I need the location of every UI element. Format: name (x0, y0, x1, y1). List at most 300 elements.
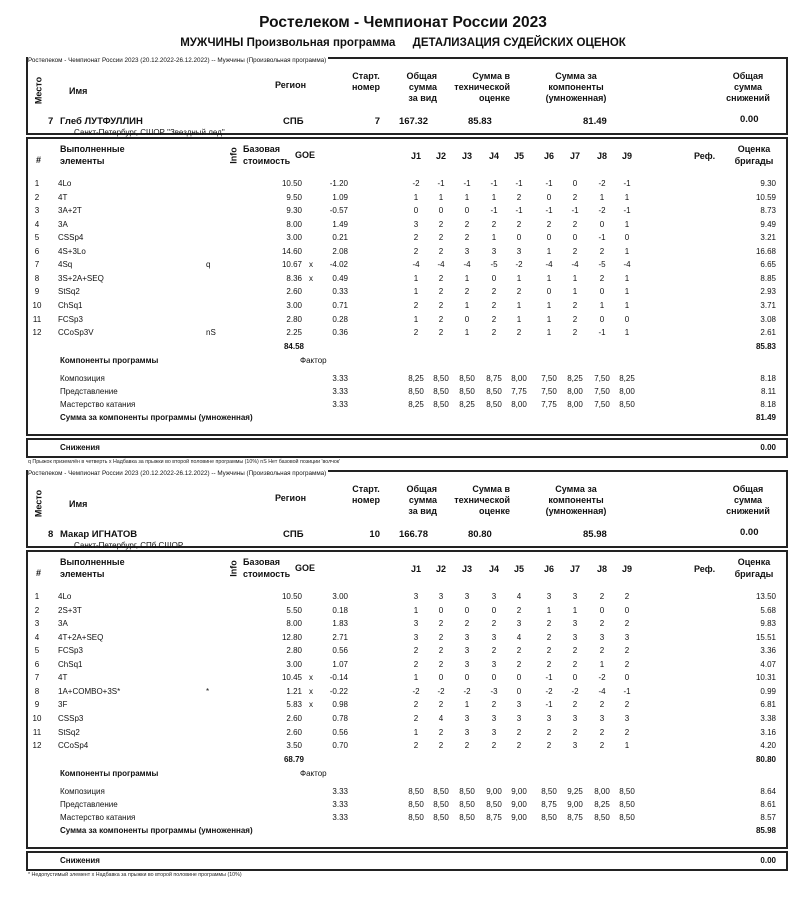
element-code: 3A+2T (58, 206, 82, 216)
elements-header-line1: Выполненные (60, 144, 125, 154)
judge-goe-j7: 0 (572, 233, 578, 243)
element-number: 4 (34, 219, 40, 229)
deductions-label: Снижения (60, 856, 100, 865)
judge-goe-j6: -1 (545, 179, 553, 188)
element-goe: 0.18 (332, 605, 348, 615)
judge-goe-j3: 3 (464, 713, 470, 723)
judge-goe-j2: 2 (438, 314, 444, 324)
judge-goe-j8: 2 (599, 646, 605, 656)
judge-goe-j9: 1 (624, 328, 630, 338)
judge-component-j5: 9,00 (511, 799, 527, 809)
element-goe: 1.07 (332, 659, 348, 669)
base-value-total: 84.58 (283, 341, 304, 351)
total-score-header-line1: Общая (406, 484, 437, 494)
judge-goe-j6: -1 (545, 673, 553, 683)
judge-component-j2: 8,50 (433, 799, 449, 809)
judge-goe-j8: 1 (599, 192, 605, 202)
skater-region: СПБ (283, 529, 304, 540)
deductions-box (26, 851, 788, 871)
judge-goe-j8: 2 (599, 741, 605, 751)
judge-goe-j4: 3 (491, 727, 497, 737)
judge-goe-j9: 2 (624, 727, 630, 737)
element-goe: 3.00 (332, 592, 348, 601)
element-goe: 0.21 (332, 233, 348, 243)
judge-goe-j6: 3 (546, 592, 552, 601)
element-bonus-marker: x (309, 273, 313, 283)
judge-goe-j8: -1 (598, 233, 606, 243)
element-panel-score: 3.08 (760, 314, 776, 324)
judge-goe-j6: 2 (546, 741, 552, 751)
judge-goe-j8: 3 (599, 632, 605, 642)
judge-goe-j8: 2 (599, 619, 605, 629)
judge-goe-j3: -4 (463, 260, 471, 270)
element-base-value: 2.60 (286, 727, 302, 737)
skater-start-number: 10 (369, 529, 380, 540)
judge-component-j9: 8,50 (619, 799, 635, 809)
element-goe: 1.09 (332, 192, 348, 202)
total-score-header-line2: сумма (408, 495, 437, 505)
judge-goe-j2: 2 (438, 287, 444, 297)
judge-goe-j9: -1 (623, 179, 631, 188)
judge-component-j1: 8,50 (408, 799, 424, 809)
judge-goe-j3: 2 (464, 619, 470, 629)
judge-goe-j3: 3 (464, 632, 470, 642)
element-row (28, 179, 786, 190)
tes-header-line2: технической (454, 495, 510, 505)
deductions-header-line1: Общая (732, 71, 764, 81)
panel-score-header-line2: бригады (734, 569, 774, 579)
element-row (28, 646, 786, 657)
judge-goe-j5: 2 (516, 727, 522, 737)
judge-header-j6: J6 (543, 151, 554, 161)
judge-goe-j5: 2 (516, 741, 522, 751)
judge-component-j7: 8,00 (567, 386, 583, 396)
page-subtitle (0, 37, 806, 49)
component-row (28, 387, 786, 398)
element-number: 5 (34, 233, 40, 243)
judge-component-j8: 8,00 (594, 786, 610, 796)
element-panel-score: 13.50 (755, 592, 776, 601)
judge-goe-j9: 1 (624, 192, 630, 202)
judge-goe-j9: 2 (624, 646, 630, 656)
judge-goe-j1: -2 (412, 686, 420, 696)
judge-goe-j8: -2 (598, 206, 606, 216)
judge-goe-j2: 2 (438, 273, 444, 283)
judge-goe-j5: 1 (516, 300, 522, 310)
element-row (28, 287, 786, 298)
judge-goe-j7: 3 (572, 619, 578, 629)
element-base-value: 2.60 (286, 287, 302, 297)
element-info: q (206, 260, 211, 270)
judge-goe-j7: 2 (572, 192, 578, 202)
judge-goe-j2: -1 (437, 179, 445, 188)
tes-total: 85.83 (755, 341, 776, 351)
judge-goe-j2: 3 (438, 592, 444, 601)
element-bonus-marker: x (309, 673, 313, 683)
element-base-value: 5.83 (286, 700, 302, 710)
judge-goe-j8: 0 (599, 314, 605, 324)
judge-goe-j7: 3 (572, 592, 578, 601)
judge-goe-j4: 0 (491, 273, 497, 283)
judge-goe-j4: 3 (491, 713, 497, 723)
judge-goe-j6: -1 (545, 700, 553, 710)
judge-goe-j7: 2 (572, 328, 578, 338)
judge-component-j4: 8,50 (486, 399, 502, 409)
judge-goe-j9: 0 (624, 314, 630, 324)
base-value-header-line1: Базовая (243, 144, 281, 154)
tes-header-line1: Сумма в (472, 71, 510, 81)
element-code: 4Lo (58, 592, 72, 601)
element-code: 3S+2A+SEQ (58, 273, 104, 283)
element-panel-score: 3.16 (760, 727, 776, 737)
element-code: CCoSp4 (58, 741, 89, 751)
skater-total-score: 166.78 (398, 529, 428, 540)
element-goe: -4.02 (329, 260, 348, 270)
judge-component-j4: 9,00 (486, 786, 502, 796)
judge-goe-j6: -4 (545, 260, 553, 270)
deductions-header-line2: сумма (733, 495, 763, 505)
tes-header-line3: оценке (479, 93, 510, 103)
judge-header-j1: J1 (410, 564, 421, 574)
element-panel-score: 3.71 (760, 300, 776, 310)
pcs-header-line3: (умноженная) (545, 506, 607, 516)
judge-component-j4: 8,50 (486, 799, 502, 809)
start-number-header-line1: Старт. (352, 484, 380, 494)
element-code: 3F (58, 700, 68, 710)
component-factor: 3.33 (332, 386, 348, 396)
element-code: CSSp4 (58, 233, 84, 243)
judge-goe-j5: 4 (516, 632, 522, 642)
element-base-value: 3.00 (286, 300, 302, 310)
judge-header-j6: J6 (543, 564, 554, 574)
judge-goe-j6: 1 (546, 273, 552, 283)
total-score-header-line1: Общая (406, 71, 437, 81)
judge-goe-j7: 3 (572, 713, 578, 723)
judge-goe-j2: 0 (438, 605, 444, 615)
element-goe: 2.71 (332, 632, 348, 642)
judge-component-j7: 8,75 (567, 812, 583, 822)
judge-goe-j1: 1 (413, 192, 419, 202)
referee-header: Реф. (694, 564, 716, 574)
judge-goe-j1: 1 (413, 273, 419, 283)
judge-goe-j1: -4 (412, 260, 420, 270)
judge-component-j2: 8,50 (433, 386, 449, 396)
judge-goe-j1: 1 (413, 314, 419, 324)
judge-goe-j2: 2 (438, 619, 444, 629)
judge-component-j5: 9,00 (511, 812, 527, 822)
judge-header-j8: J8 (596, 151, 607, 161)
factor-header: Фактор (300, 769, 327, 779)
judge-component-j3: 8,50 (459, 812, 475, 822)
judge-goe-j6: 2 (546, 632, 552, 642)
judge-header-j4: J4 (488, 151, 499, 161)
judge-component-j7: 8,00 (567, 399, 583, 409)
judge-component-j1: 8,25 (408, 373, 424, 383)
element-number: 9 (34, 287, 40, 297)
element-row (28, 315, 786, 326)
element-number: 3 (34, 619, 40, 629)
elements-num-header: # (36, 155, 42, 165)
judges-detail-box (26, 550, 788, 849)
element-row (28, 233, 786, 244)
judge-header-j8: J8 (596, 564, 607, 574)
deductions-label: Снижения (60, 443, 100, 452)
judge-goe-j1: 3 (413, 592, 419, 601)
judge-goe-j9: -1 (623, 686, 631, 696)
element-number: 9 (34, 700, 40, 710)
judge-goe-j5: 2 (516, 646, 522, 656)
judge-component-j8: 7,50 (594, 386, 610, 396)
judge-goe-j4: 2 (491, 741, 497, 751)
judge-goe-j8: -2 (598, 179, 606, 188)
base-value-header-line1: Базовая (243, 557, 281, 567)
component-row (28, 800, 786, 811)
component-row (28, 374, 786, 385)
skater-block (26, 470, 788, 878)
judge-goe-j1: 2 (413, 646, 419, 656)
judge-header-j9: J9 (621, 564, 632, 574)
referee-header: Реф. (694, 151, 716, 161)
judge-goe-j4: -1 (490, 206, 498, 216)
element-base-value: 14.60 (281, 246, 302, 256)
judge-goe-j5: 0 (516, 673, 522, 683)
element-base-value: 1.21 (286, 686, 302, 696)
element-bonus-marker: x (309, 700, 313, 710)
element-panel-score: 15.51 (755, 632, 776, 642)
judge-goe-j7: -2 (571, 686, 579, 696)
judge-goe-j2: 2 (438, 646, 444, 656)
skater-summary-box (26, 470, 788, 548)
tes-header-line1: Сумма в (472, 484, 510, 494)
tes-totals-row (28, 342, 786, 353)
total-score-header-line3: за вид (408, 506, 437, 516)
judge-goe-j3: 1 (464, 328, 470, 338)
element-row (28, 247, 786, 258)
judge-goe-j9: 1 (624, 219, 630, 229)
judge-goe-j6: 1 (546, 300, 552, 310)
judge-goe-j9: -1 (623, 206, 631, 216)
judge-goe-j5: 2 (516, 219, 522, 229)
competition-caption: Ростелеком - Чемпионат России 2023 (20.12.2022-26.12.2022) -- Мужчины (Произвольная программа) (28, 57, 327, 64)
element-row (28, 741, 786, 752)
judge-goe-j5: -1 (515, 179, 523, 188)
judge-component-j5: 8,00 (511, 399, 527, 409)
element-base-value: 9.30 (286, 206, 302, 216)
skater-place: 7 (48, 116, 54, 127)
judge-goe-j1: 2 (413, 713, 419, 723)
subtitle-report-type: ДЕТАЛИЗАЦИЯ СУДЕЙСКИХ ОЦЕНОК (412, 37, 626, 49)
element-panel-score: 9.83 (760, 619, 776, 629)
element-code: 4Lo (58, 179, 72, 188)
element-code: CSSp3 (58, 713, 84, 723)
deductions-header-line1: Общая (732, 484, 764, 494)
judge-goe-j3: 3 (464, 659, 470, 669)
element-info: * (206, 686, 210, 696)
judge-goe-j4: 0 (491, 673, 497, 683)
place-header: Место (33, 489, 44, 518)
element-code: 3A (58, 219, 68, 229)
judge-header-j4: J4 (488, 564, 499, 574)
element-number: 1 (34, 592, 40, 601)
element-panel-score: 10.31 (755, 673, 776, 683)
element-goe: 0.71 (332, 300, 348, 310)
judge-goe-j8: -1 (598, 328, 606, 338)
judge-component-j8: 7,50 (594, 399, 610, 409)
element-number: 6 (34, 246, 40, 256)
element-base-value: 2.25 (286, 328, 302, 338)
element-number: 2 (34, 605, 40, 615)
judge-component-j2: 8,50 (433, 399, 449, 409)
judge-goe-j1: 2 (413, 246, 419, 256)
element-code: ChSq1 (58, 300, 83, 310)
element-row (28, 673, 786, 684)
judge-component-j2: 8,50 (433, 373, 449, 383)
skater-deductions: 0.00 (740, 114, 759, 125)
judge-goe-j1: 1 (413, 727, 419, 737)
element-goe: 0.78 (332, 713, 348, 723)
judge-component-j6: 8,50 (541, 812, 557, 822)
judge-goe-j6: 2 (546, 727, 552, 737)
judge-goe-j5: 0 (516, 686, 522, 696)
element-number: 12 (32, 741, 42, 751)
components-header-row (28, 356, 786, 367)
judge-goe-j7: 2 (572, 727, 578, 737)
element-code: 1A+COMBO+3S* (58, 686, 121, 696)
judge-goe-j4: 3 (491, 632, 497, 642)
judge-goe-j5: 1 (516, 273, 522, 283)
judge-goe-j3: 2 (464, 741, 470, 751)
judge-goe-j3: 3 (464, 246, 470, 256)
judge-goe-j7: 2 (572, 219, 578, 229)
judge-goe-j2: 2 (438, 328, 444, 338)
judge-header-j7: J7 (569, 564, 580, 574)
judge-goe-j3: 0 (464, 605, 470, 615)
skater-summary-box (26, 57, 788, 135)
judge-goe-j8: -2 (598, 673, 606, 683)
judge-goe-j3: 1 (464, 700, 470, 710)
component-name: Представление (60, 386, 118, 396)
element-number: 7 (34, 673, 40, 683)
element-row (28, 206, 786, 217)
component-score: 8.61 (760, 799, 776, 809)
pcs-total-label: Сумма за компоненты программы (умноженная) (60, 825, 253, 835)
element-panel-score: 9.49 (760, 219, 776, 229)
element-panel-score: 2.61 (760, 328, 776, 338)
element-goe: 0.70 (332, 741, 348, 751)
judge-goe-j9: 2 (624, 619, 630, 629)
element-number: 3 (34, 206, 40, 216)
element-code: 4Sq (58, 260, 73, 270)
element-panel-score: 4.07 (760, 659, 776, 669)
skater-place: 8 (48, 529, 54, 540)
judge-goe-j1: 2 (413, 233, 419, 243)
judge-goe-j7: 1 (572, 605, 578, 615)
judge-component-j9: 8,50 (619, 786, 635, 796)
judge-goe-j4: -1 (490, 179, 498, 188)
start-number-header-line2: номер (352, 495, 380, 505)
judge-goe-j3: -1 (463, 179, 471, 188)
judge-header-j5: J5 (513, 151, 524, 161)
judge-goe-j4: 2 (491, 314, 497, 324)
judge-goe-j4: 1 (491, 192, 497, 202)
judge-goe-j3: 3 (464, 592, 470, 601)
component-name: Композиция (60, 373, 105, 383)
judge-goe-j5: 3 (516, 619, 522, 629)
deductions-value: 0.00 (760, 443, 776, 452)
judge-goe-j8: 3 (599, 713, 605, 723)
judge-goe-j3: 1 (464, 300, 470, 310)
place-header: Место (33, 76, 44, 105)
element-row (28, 592, 786, 603)
judge-goe-j3: 3 (464, 646, 470, 656)
component-score: 8.64 (760, 786, 776, 796)
component-score: 8.18 (760, 399, 776, 409)
factor-header: Фактор (300, 356, 327, 366)
goe-header: GOE (294, 563, 315, 573)
judge-goe-j2: 2 (438, 632, 444, 642)
element-goe: 0.28 (332, 314, 348, 324)
judge-component-j6: 8,50 (541, 786, 557, 796)
panel-score-header-line1: Оценка (737, 557, 771, 567)
judge-goe-j3: 2 (464, 219, 470, 229)
judge-goe-j7: 2 (572, 646, 578, 656)
component-factor: 3.33 (332, 373, 348, 383)
judge-component-j1: 8,50 (408, 386, 424, 396)
judge-goe-j2: 4 (438, 713, 444, 723)
judge-goe-j4: 3 (491, 592, 497, 601)
judge-goe-j9: 1 (624, 287, 630, 297)
judge-goe-j9: 3 (624, 713, 630, 723)
component-score: 8.18 (760, 373, 776, 383)
element-base-value: 3.50 (286, 741, 302, 751)
region-header: Регион (275, 493, 306, 503)
skater-tes: 85.83 (468, 116, 492, 127)
judge-goe-j3: 1 (464, 192, 470, 202)
tes-totals-row (28, 755, 786, 766)
pcs-total: 85.98 (755, 825, 776, 835)
judge-goe-j5: 2 (516, 328, 522, 338)
element-row (28, 274, 786, 285)
footnote-legend: * Недопустимый элемент x Надбавка за прыжки во второй половине программы (10%) (28, 872, 242, 878)
judge-goe-j1: 2 (413, 741, 419, 751)
element-number: 7 (34, 260, 40, 270)
judge-component-j3: 8,50 (459, 373, 475, 383)
judge-goe-j6: -1 (545, 206, 553, 216)
judge-goe-j8: 2 (599, 592, 605, 601)
judge-goe-j4: 3 (491, 246, 497, 256)
element-base-value: 5.50 (286, 605, 302, 615)
judge-goe-j1: 2 (413, 659, 419, 669)
element-panel-score: 3.38 (760, 713, 776, 723)
judge-component-j5: 7,75 (511, 386, 527, 396)
element-code: 4T (58, 192, 68, 202)
judge-component-j2: 8,50 (433, 786, 449, 796)
element-goe: 1.83 (332, 619, 348, 629)
judge-header-j9: J9 (621, 151, 632, 161)
element-goe: 2.08 (332, 246, 348, 256)
element-base-value: 3.00 (286, 233, 302, 243)
element-panel-score: 9.30 (760, 179, 776, 188)
element-number: 8 (34, 686, 40, 696)
element-row (28, 301, 786, 312)
judge-component-j8: 8,50 (594, 812, 610, 822)
judge-goe-j2: 0 (438, 673, 444, 683)
judge-goe-j3: -2 (463, 686, 471, 696)
judge-component-j6: 7,50 (541, 373, 557, 383)
elements-header-line2: элементы (60, 569, 105, 579)
name-header: Имя (69, 499, 88, 509)
skater-start-number: 7 (374, 116, 380, 127)
